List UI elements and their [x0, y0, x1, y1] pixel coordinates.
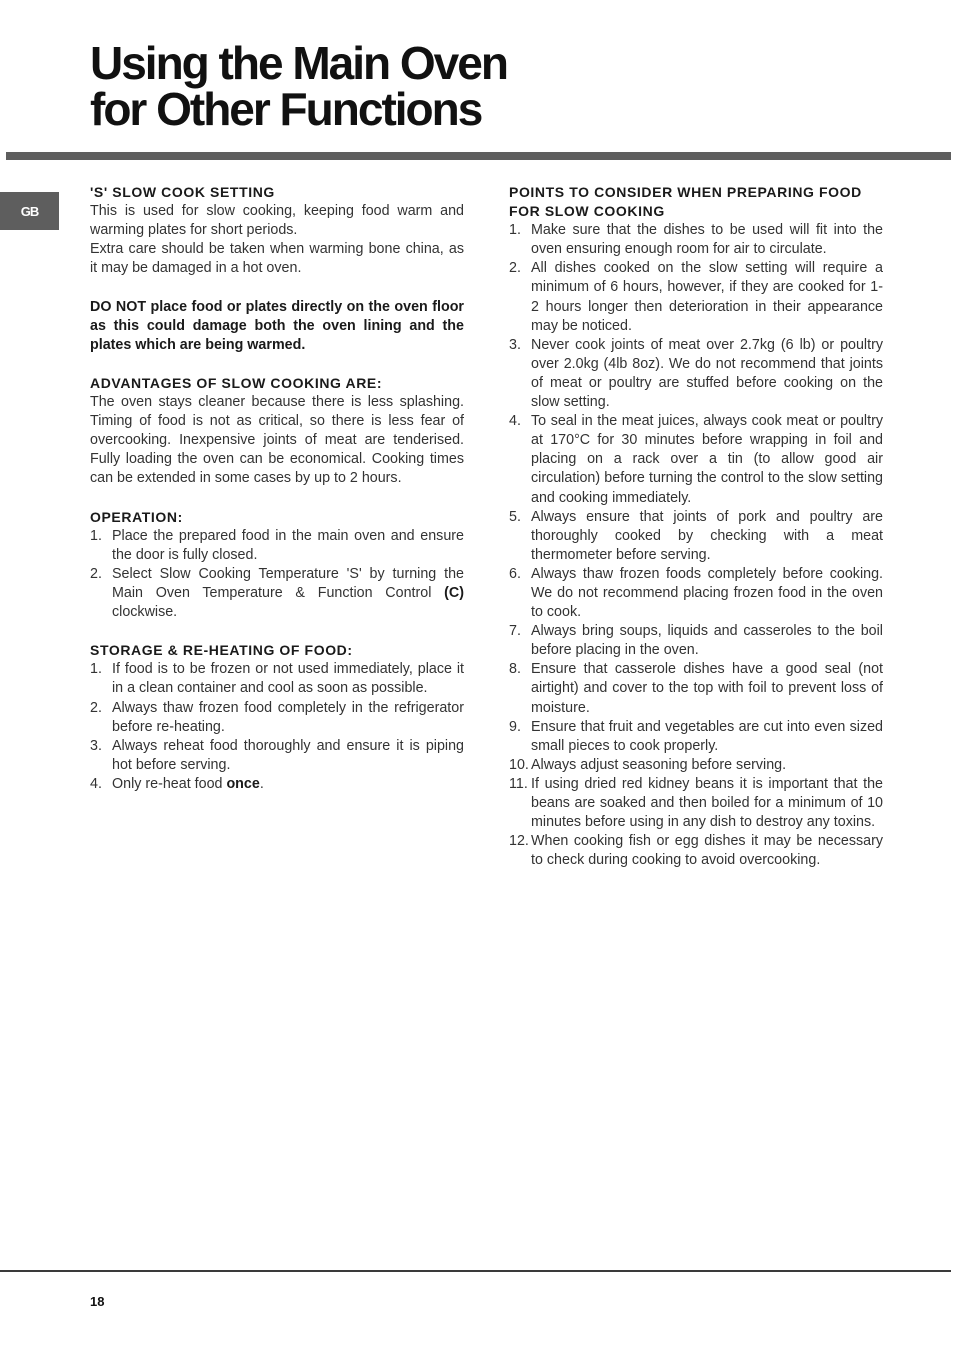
list-text: To seal in the meat juices, always cook meat or poultry at 170°C for 30 minutes before wrapping in foil and placing on a rack over a tin (to allow good air circulation) before turning the control to the slow setting and cooking immediately.	[531, 413, 883, 506]
list-item	[509, 412, 883, 507]
list-number: 1.	[90, 527, 102, 544]
list-item	[509, 221, 883, 259]
list-text: Ensure that casserole dishes have a good seal (not airtight) and cover to the top with foil to prevent loss of moisture.	[531, 661, 883, 716]
list-item	[509, 336, 883, 412]
list-number: 1.	[90, 661, 102, 678]
top-divider	[6, 152, 951, 160]
advantages-heading: ADVANTAGES OF SLOW COOKING ARE:	[90, 374, 383, 391]
list-text: Make sure that the dishes to be used will fit into the oven ensuring enough room for air to circulate.	[531, 222, 883, 258]
list-item	[509, 832, 883, 870]
list-number: 2.	[509, 260, 521, 277]
list-text: Always ensure that joints of pork and poultry are thoroughly cooked by checking with a meat thermometer before serving.	[531, 508, 883, 563]
list-text: Always adjust seasoning before serving.	[531, 756, 787, 773]
storage-heading: STORAGE & RE-HEATING OF FOOD:	[90, 642, 353, 659]
list-item	[509, 718, 883, 756]
list-number: 2.	[90, 699, 102, 716]
emphasis-once: once	[226, 775, 260, 792]
right-column	[509, 183, 883, 870]
storage-list	[90, 660, 464, 794]
list-item	[90, 737, 464, 775]
control-label: (C)	[444, 584, 464, 601]
list-item	[90, 527, 464, 565]
list-text: Select Slow Cooking Temperature 'S' by turning the Main Oven Temperature & Function Control (C) clockwise.	[112, 565, 464, 621]
slow-cook-warning: DO NOT place food or plates directly on the oven floor as this could damage both the oven lining and the plates which are being warmed.	[90, 298, 464, 353]
list-number: 5.	[509, 508, 521, 525]
list-text: Always reheat food thoroughly and ensure it is piping hot before serving.	[112, 737, 464, 773]
list-item	[90, 660, 464, 698]
list-number: 9.	[509, 718, 521, 735]
list-item	[90, 699, 464, 737]
list-item	[90, 565, 464, 622]
slow-cook-intro: This is used for slow cooking, keeping food warm and warming plates for short periods.	[90, 203, 464, 239]
operation-list	[90, 527, 464, 622]
slow-cook-china-note: Extra care should be taken when warming bone china, as it may be damaged in a hot oven.	[90, 241, 464, 277]
list-text: Ensure that fruit and vegetables are cut into even sized small pieces to cook properly.	[531, 718, 883, 754]
list-text: Place the prepared food in the main oven and ensure the door is fully closed.	[112, 527, 464, 563]
list-number: 12.	[509, 833, 529, 850]
list-text: Only re-heat food once.	[112, 775, 264, 792]
list-text: Never cook joints of meat over 2.7kg (6 lb) or poultry over 2.0kg (4lb 8oz). We do not recommend that joints of meat or poultry are stuffed before cooking on the slow setting.	[531, 336, 883, 411]
page-number: 18	[90, 1294, 105, 1309]
advantages-text: The oven stays cleaner because there is less splashing. Timing of food is not as critical, so there is less fear of overcooking. Inexpensive joints of meat are tenderised. Fully loading the oven can be economical. Cooking times can be extended in some cases by up to 2 hours.	[90, 394, 464, 487]
points-list	[509, 221, 883, 870]
list-item	[509, 775, 883, 832]
points-heading: POINTS TO CONSIDER WHEN PREPARING FOOD FOR SLOW COOKING	[509, 184, 862, 220]
list-item	[509, 660, 883, 717]
list-number: 10.	[509, 756, 529, 773]
list-number: 3.	[90, 737, 102, 754]
list-text: All dishes cooked on the slow setting will require a minimum of 6 hours, however, if they are cooked for 1-2 hours longer then deterioration in their appearance may be noticed.	[531, 260, 883, 334]
slow-cook-heading: 'S' SLOW COOK SETTING	[90, 184, 275, 200]
list-number: 6.	[509, 565, 521, 582]
list-text: Always bring soups, liquids and casseroles to the boil before placing in the oven.	[531, 623, 883, 659]
list-text: Always thaw frozen food completely in the refrigerator before re-heating.	[112, 699, 464, 735]
bottom-divider	[0, 1270, 951, 1272]
language-tab: GB	[0, 192, 59, 230]
list-text: Always thaw frozen foods completely before cooking. We do not recommend placing frozen food in the oven to cook.	[531, 565, 883, 621]
list-number: 7.	[509, 623, 521, 640]
list-text: If food is to be frozen or not used immediately, place it in a clean container and cool as soon as possible.	[112, 661, 464, 697]
list-item	[509, 508, 883, 565]
list-number: 1.	[509, 222, 521, 239]
list-number: 3.	[509, 336, 521, 353]
list-text: When cooking fish or egg dishes it may be necessary to check during cooking to avoid overcooking.	[531, 833, 883, 869]
list-number: 4.	[509, 413, 521, 430]
operation-heading: OPERATION:	[90, 508, 183, 525]
list-number: 4.	[90, 775, 102, 792]
list-text: If using dried red kidney beans it is important that the beans are soaked and then boiled for a minimum of 10 minutes before using in any dish to destroy any toxins.	[531, 775, 883, 831]
list-number: 11.	[509, 775, 528, 792]
list-item	[509, 622, 883, 660]
left-column	[90, 183, 464, 794]
page-title: Using the Main Oven for Other Functions	[90, 37, 507, 135]
list-number: 8.	[509, 661, 521, 678]
list-item	[509, 259, 883, 335]
list-item	[509, 756, 883, 775]
list-item	[509, 565, 883, 622]
list-item	[90, 775, 464, 794]
list-number: 2.	[90, 565, 102, 582]
